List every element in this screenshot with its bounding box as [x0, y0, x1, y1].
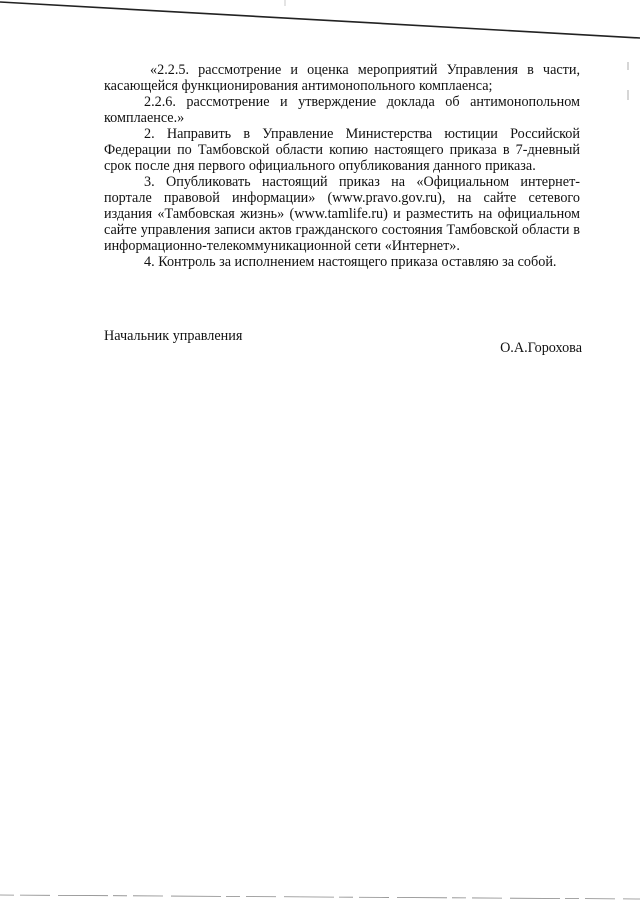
paragraph-4: 4. Контроль за исполнением настоящего приказа оставляю за собой. — [144, 254, 557, 270]
signature-title: Начальник управления — [104, 328, 243, 344]
paragraph-2: 2. Направить в Управление Министерства юстиции Российской Федерации по Тамбовской области копию настоящего приказа в 7-дневный срок после дня первого официального опубликования данного приказа. — [104, 126, 580, 174]
document-body — [104, 62, 580, 270]
paragraph-2-2-6: 2.2.6. рассмотрение и утверждение доклада об антимонопольном комплаенсе.» — [104, 94, 580, 126]
signature-name: О.А.Горохова — [500, 340, 582, 356]
paragraph-2-2-5: «2.2.5. рассмотрение и оценка мероприятий Управления в части, касающейся функционирования антимонопольного комплаенса; — [104, 62, 580, 94]
paragraph-3: 3. Опубликовать настоящий приказ на «Официальном интернет-портале правовой информации» (www.pravo.gov.ru), на сайте сетевого издания «Тамбовская жизнь» (www.tamlife.ru) и разместить на официальном сайте управления записи актов гражданского состояния Тамбовской области в информационно-телекоммуникационной сети «Интернет». — [104, 174, 580, 254]
